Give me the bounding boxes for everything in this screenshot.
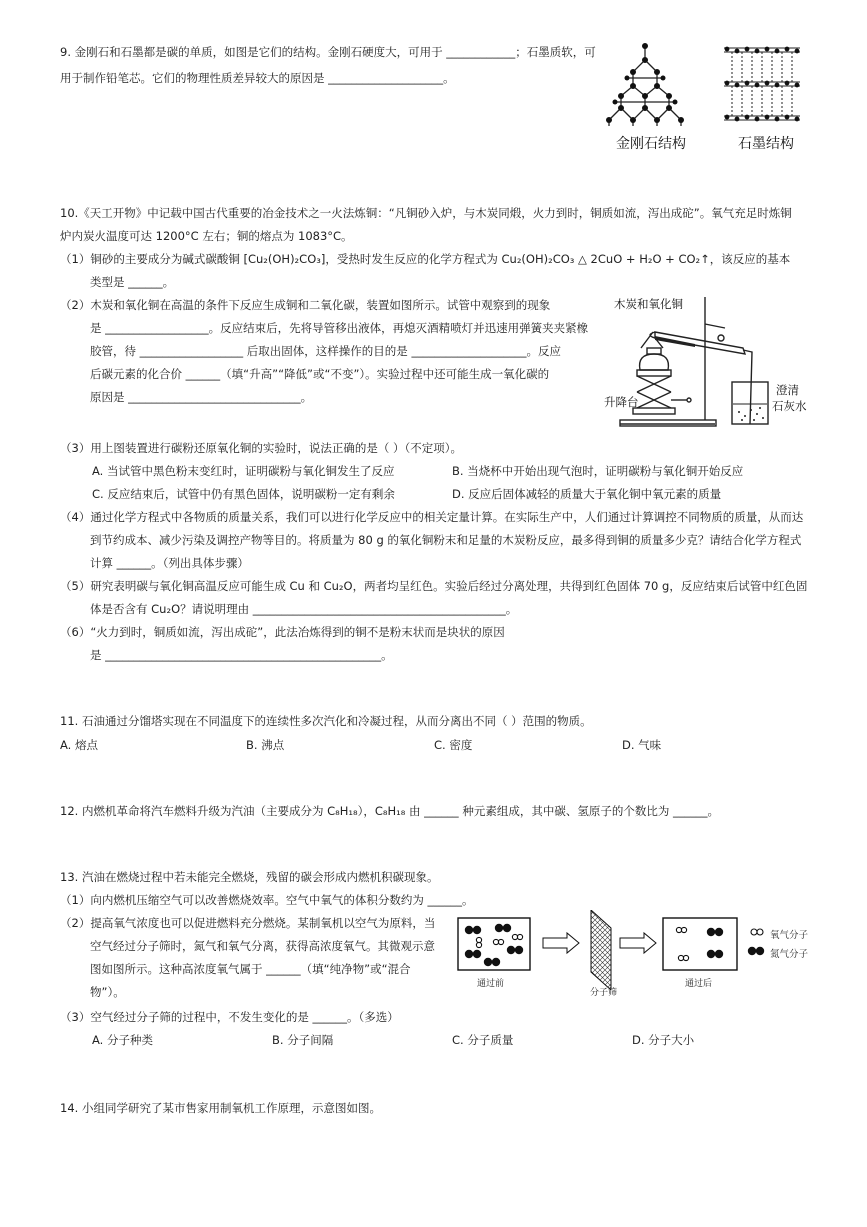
q10-part4-line-1: （4）通过化学方程式中各物质的质量关系，我们可以进行化学反应中的相关定量计算。在实际生产中，人们通过计算调控不同物质的质量，从而达 — [60, 510, 804, 524]
sieve-caption-before: 通过前 — [477, 979, 505, 989]
q9-line-2: 用于制作铅笔芯。它们的物理性质差异较大的原因是 ____________________。 — [60, 71, 455, 85]
q13-part2-line-4: 物”）。 — [90, 985, 125, 999]
q10-part3-option-b: B. 当烧杯中开始出现气泡时，证明碳粉与氧化铜开始反应 — [452, 464, 744, 478]
apparatus-label-charcoal-copper-oxide: 木炭和氧化铜 — [614, 297, 683, 311]
q10-part4-line-3: 计算 ______。（列出具体步骤） — [90, 556, 249, 570]
graphite-structure-figure — [722, 40, 802, 130]
q10-part5-line-1: （5）研究表明碳与氧化铜高温反应可能生成 Cu 和 Cu₂O，两者均呈红色。实验后经过分离处理，共得到红色固体 70 g，反应结束后试管中红色固 — [60, 579, 808, 593]
q10-part2-line-5: 原因是 ______________________________。 — [90, 390, 313, 404]
q13-part2-line-2: 空气经过分子筛时，氮气和氧气分离，获得高浓度氧气。其微观示意 — [90, 939, 435, 953]
q10-part6-line-2: 是 ________________________________________________。 — [90, 648, 393, 662]
legend-oxygen-label: 氧气分子 — [770, 930, 809, 941]
sieve-caption-sieve: 分子筛 — [590, 988, 618, 998]
graphite-caption: 石墨结构 — [738, 136, 794, 152]
sieve-caption-after: 通过后 — [685, 979, 713, 989]
q10-part3-option-c: C. 反应结束后，试管中仍有黑色固体，说明碳粉一定有剩余 — [92, 487, 395, 501]
q14-stem: 14. 小组同学研究了某市售家用制氧机工作原理，示意图如图。 — [60, 1101, 381, 1115]
q10-part1-line-1: （1）铜砂的主要成分为碱式碳酸铜 [Cu₂(OH)₂CO₃]，受热时发生反应的化学方程式为 Cu₂(OH)₂CO₃ △ 2CuO + H₂O + CO₂↑，该反应的基本 — [60, 252, 791, 266]
q13-part2-line-1: （2）提高氧气浓度也可以促进燃料充分燃烧。某制氧机以空气为原料，当 — [60, 916, 436, 930]
q10-part2-line-1: （2）木炭和氧化铜在高温的条件下反应生成铜和二氧化碳，装置如图所示。试管中观察到的现象 — [60, 298, 551, 312]
q9-line-1: 9. 金刚石和石墨都是碳的单质，如图是它们的结构。金刚石硬度大，可用于 ____________；石墨质软，可 — [60, 45, 596, 59]
diamond-caption: 金刚石结构 — [616, 136, 686, 152]
q13-stem: 13. 汽油在燃烧过程中若未能完全燃烧，残留的碳会形成内燃机积碳现象。 — [60, 870, 439, 884]
q10-part4-line-2: 到节约成本、减少污染及调控产物等目的。将质量为 80 g 的氧化铜粉末和足量的木炭粉反应，最多得到铜的质量多少克？请结合化学方程式 — [90, 533, 802, 547]
q11-option-a: A. 熔点 — [60, 738, 98, 752]
q10-part3-stem: （3）用上图装置进行碳粉还原氧化铜的实验时，说法正确的是（ ）（不定项）。 — [60, 441, 462, 455]
q10-part2-line-4: 后碳元素的化合价 ______（填“升高”“降低”或“不变”）。实验过程中还可能生成一氧化碳的 — [90, 367, 550, 381]
q13-option-c: C. 分子质量 — [452, 1033, 514, 1047]
q10-part3-option-d: D. 反应后固体减轻的质量大于氧化铜中氧元素的质量 — [452, 487, 722, 501]
q12-line: 12. 内燃机革命将汽车燃料升级为汽油（主要成分为 C₈H₁₈），C₈H₁₈ 由 ______ 种元素组成，其中碳、氢原子的个数比为 ______。 — [60, 804, 719, 818]
q11-option-c: C. 密度 — [434, 738, 473, 752]
q10-part3-option-a: A. 当试管中黑色粉末变红时，证明碳粉与氧化铜发生了反应 — [92, 464, 395, 478]
apparatus-label-limewater-2: 石灰水 — [772, 399, 807, 413]
q10-part2-line-3: 胶管，待 __________________ 后取出固体，这样操作的目的是 ____________________。反应 — [90, 344, 561, 358]
q10-intro-2: 炉内炭火温度可达 1200°C 左右；铜的熔点为 1083°C。 — [60, 229, 353, 243]
nitrogen-molecule-legend-icon — [745, 944, 769, 958]
q10-part6-line-1: （6）“火力到时，铜质如流，泻出成砣”，此法冶炼得到的铜不是粉末状而是块状的原因 — [60, 625, 505, 639]
q13-part3: （3）空气经过分子筛的过程中，不发生变化的是 ______。（多选） — [60, 1010, 399, 1024]
q13-option-a: A. 分子种类 — [92, 1033, 153, 1047]
q11-option-d: D. 气味 — [622, 738, 662, 752]
apparatus-label-lift-platform: 升降台 — [604, 395, 639, 409]
q13-option-b: B. 分子间隔 — [272, 1033, 334, 1047]
q11-option-b: B. 沸点 — [246, 738, 285, 752]
legend-nitrogen-label: 氮气分子 — [770, 949, 809, 960]
q10-intro-1: 10.《天工开物》中记载中国古代重要的冶金技术之一火法炼铜：“凡铜砂入炉，与木炭同煅，火力到时，铜质如流，泻出成砣”。氧气充足时炼铜 — [60, 206, 792, 220]
diamond-structure-figure — [600, 38, 690, 130]
oxygen-molecule-legend-icon — [748, 926, 768, 938]
q10-part2-line-2: 是 __________________。反应结束后，先将导管移出液体，再熄灭酒精喷灯并迅速用弹簧夹夹紧橡 — [90, 321, 589, 335]
q13-part2-line-3: 图如图所示。这种高浓度氧气属于 ______（填“纯净物”或“混合 — [90, 962, 411, 976]
q13-option-d: D. 分子大小 — [632, 1033, 695, 1047]
q11-stem: 11. 石油通过分馏塔实现在不同温度下的连续性多次汽化和冷凝过程，从而分离出不同（ ）范围的物质。 — [60, 714, 592, 728]
q10-part5-line-2: 体是否含有 Cu₂O？请说明理由 ____________________________________________。 — [90, 602, 518, 616]
q13-part1: （1）向内燃机压缩空气可以改善燃烧效率。空气中氧气的体积分数约为 ______。 — [60, 893, 474, 907]
apparatus-label-limewater-1: 澄清 — [776, 383, 799, 397]
q10-part1-line-2: 类型是 ______。 — [90, 275, 175, 289]
